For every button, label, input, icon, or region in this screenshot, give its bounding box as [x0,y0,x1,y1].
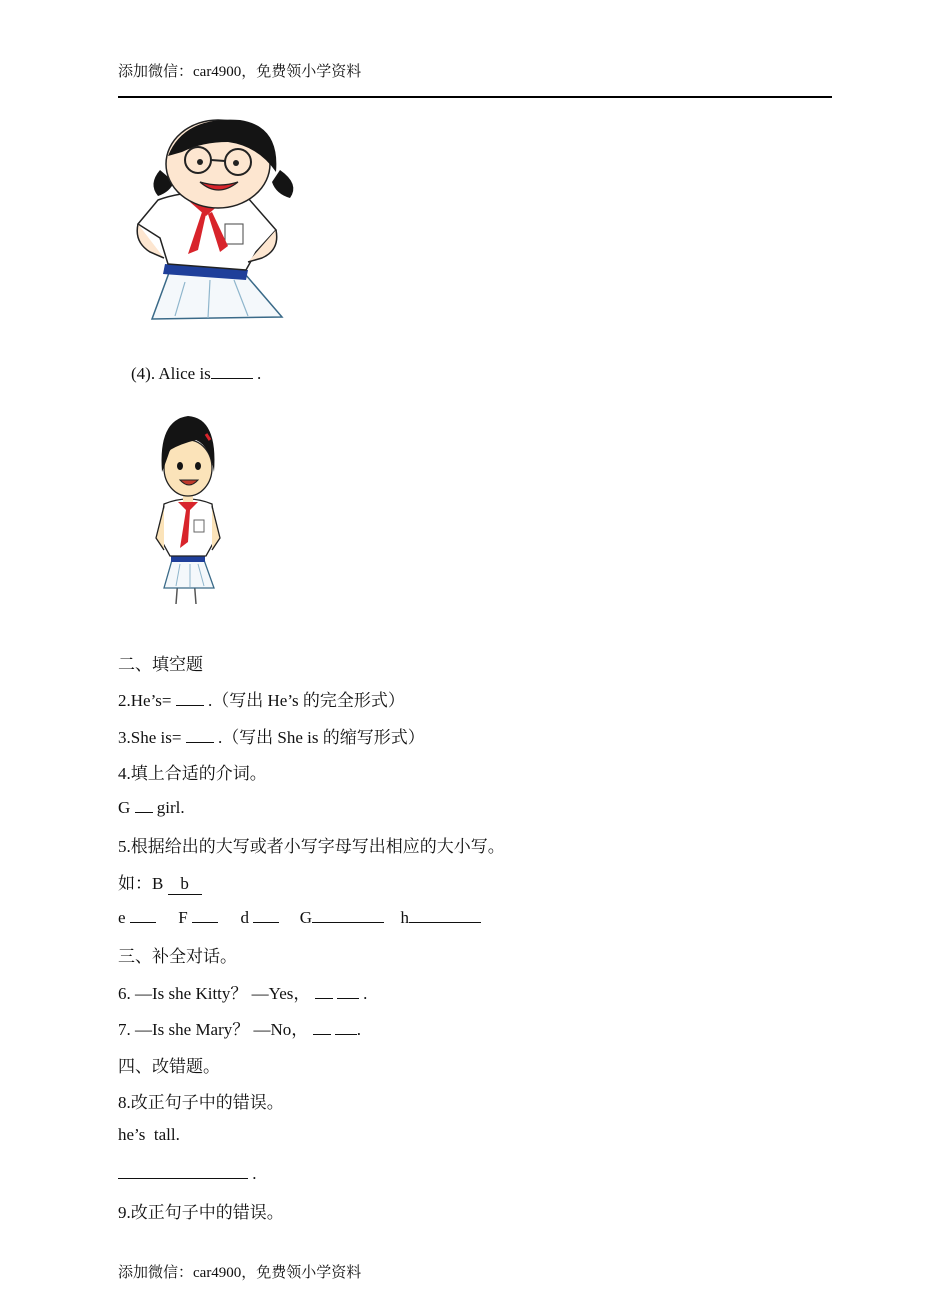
answer-blank[interactable] [118,1162,248,1179]
question-8-answer [118,1162,257,1184]
answer-blank[interactable] [135,796,153,813]
question-4-item [118,796,185,818]
answer-blank[interactable] [192,906,218,923]
question-5-example-answer: b [168,874,202,895]
question-4-item-prefix: G [118,798,131,817]
question-2-suffix: .（写出 He’s 的完全形式） [203,691,405,710]
question-2-prefix: 2.He’s= [118,691,172,710]
question-5-example [118,869,202,895]
question-3-prefix: 3.She is= [118,728,182,747]
letter-F: F [178,908,188,927]
question-8-answer-suffix: . [248,1164,257,1183]
question-7 [118,1015,361,1040]
question-9-stem: 9.改正句子中的错误。 [118,1203,284,1222]
question-8-stem: 8.改正句子中的错误。 [118,1093,284,1112]
footer-watermark: 添加微信：car4900，免费领小学资料 [118,1265,362,1281]
answer-blank[interactable] [315,982,333,999]
question-6-prefix: 6. —Is she Kitty？ —Yes， [118,984,311,1003]
letter-d: d [240,908,250,927]
alice-illustration [150,410,225,608]
section-2-title: 二、填空题 [118,655,203,674]
question-4-item-suffix: girl. [152,798,185,817]
letter-e: e [118,908,126,927]
answer-blank[interactable] [409,906,481,923]
header-watermark: 添加微信：car4900，免费领小学资料 [118,64,362,80]
question-5-stem: 5.根据给出的大写或者小写字母写出相应的大小写。 [118,837,505,856]
letter-G: G [299,908,313,927]
answer-blank[interactable] [130,906,156,923]
question-7-prefix: 7. —Is she Mary？ —No， [118,1020,309,1039]
answer-blank[interactable] [335,1018,357,1035]
answer-blank[interactable] [211,362,253,379]
question-5-example-prefix: 如：B [118,874,164,893]
question-8-sentence: he’s tall. [118,1125,180,1144]
question-6 [118,979,367,1004]
answer-blank[interactable] [312,906,384,923]
question-6-suffix: . [358,984,368,1003]
question-7-suffix: . [356,1020,362,1039]
answer-blank[interactable] [253,906,279,923]
section-4-title: 四、改错题。 [118,1057,220,1076]
header-divider [118,96,832,98]
girl-with-glasses-illustration [130,112,305,327]
question-3-suffix: .（写出 She is 的缩写形式） [213,728,425,747]
question-4-stem: 4.填上合适的介词。 [118,764,267,783]
answer-blank[interactable] [337,982,359,999]
answer-blank[interactable] [313,1018,331,1035]
question-4-alice [131,362,261,384]
answer-blank[interactable] [176,689,204,706]
letter-h: h [400,908,410,927]
answer-blank[interactable] [186,726,214,743]
question-5-letters [118,906,481,928]
question-4-prefix: (4). Alice is [131,364,211,383]
section-3-title: 三、补全对话。 [118,947,237,966]
question-3 [118,723,425,748]
question-2 [118,686,405,711]
question-4-suffix: . [252,364,262,383]
